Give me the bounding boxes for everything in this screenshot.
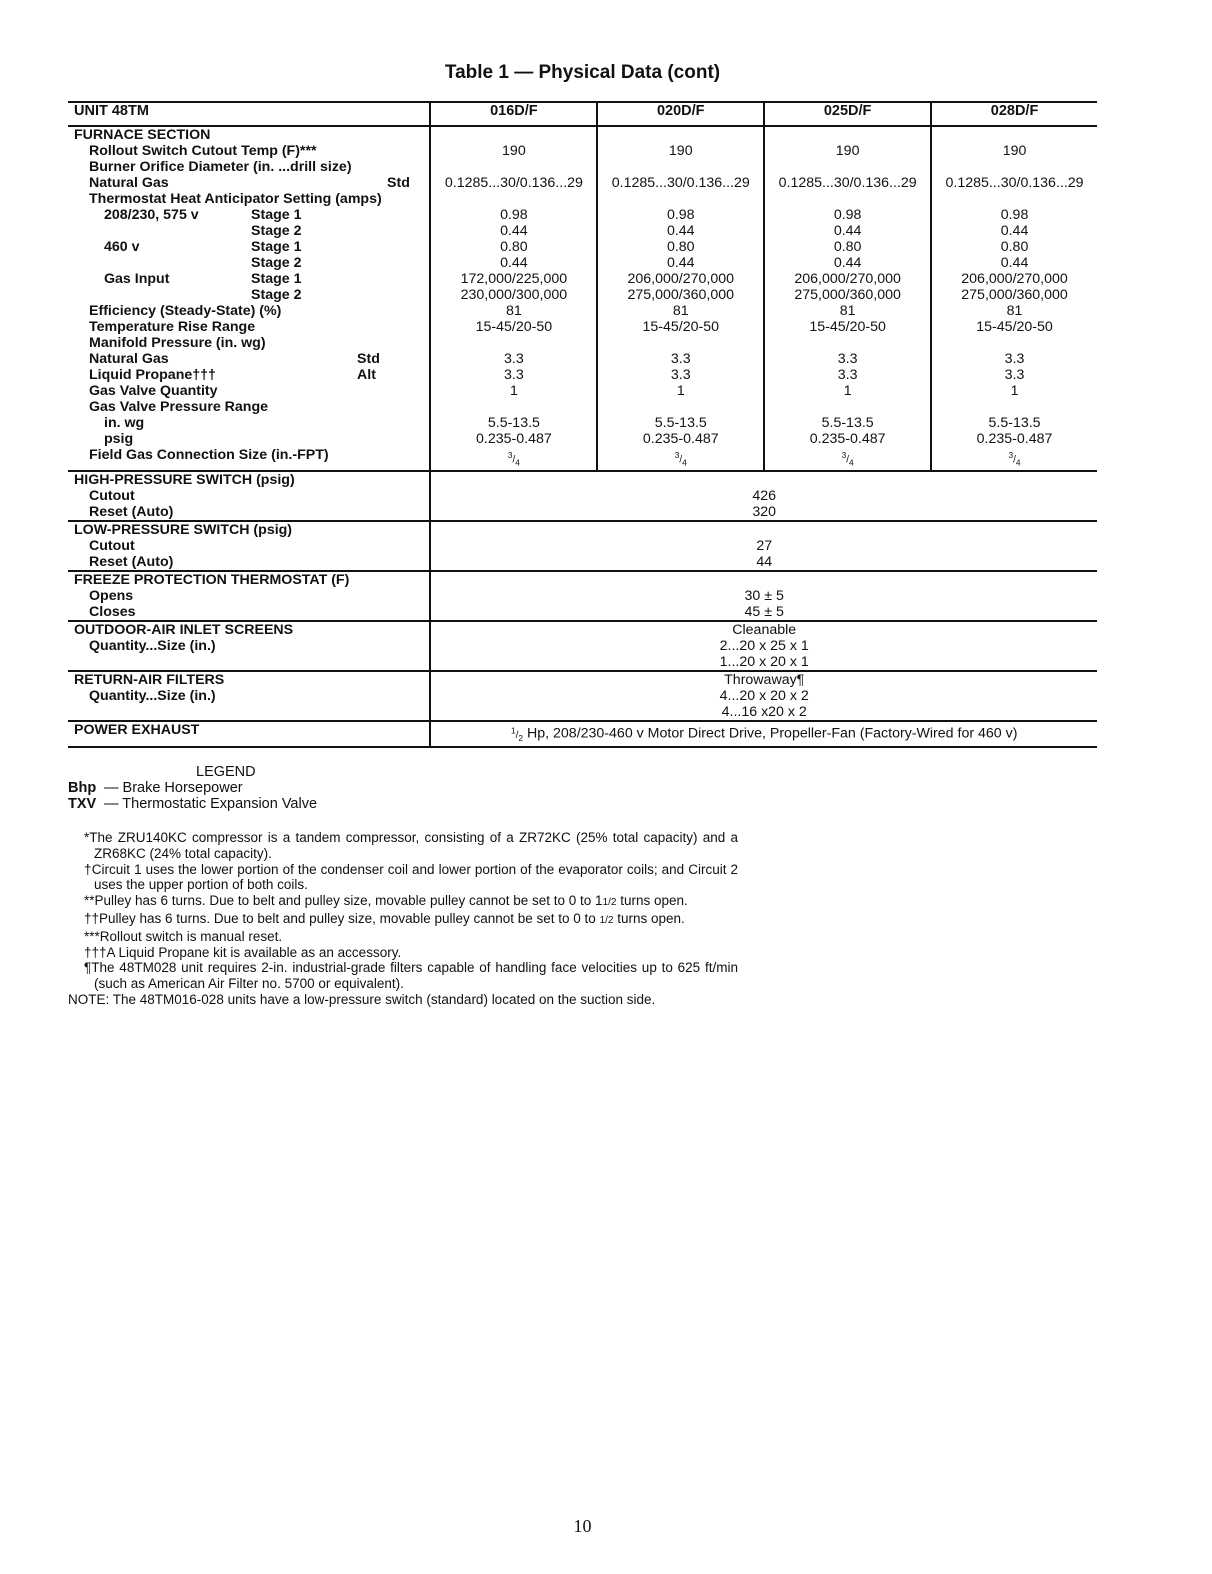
cell: 0.1285...30/0.136...29 (945, 175, 1084, 191)
furnace-section-title: FURNACE SECTION (74, 127, 211, 143)
cell: 3.3 (504, 367, 524, 383)
cell: 0.235-0.487 (809, 431, 886, 447)
cell: 4...16 x20 x 2 (721, 704, 807, 721)
row-label: Closes (89, 604, 136, 621)
row-label (74, 271, 429, 287)
cell-fraction: $^3/_4$ (1008, 450, 1021, 468)
col-header-028: 028D/F (931, 102, 1097, 126)
page-number: 10 (573, 1516, 592, 1536)
cell: 5.5-13.5 (487, 415, 540, 431)
cell: 190 (835, 143, 860, 159)
label-text (104, 287, 251, 303)
cell-fraction: $^3/_4$ (674, 450, 687, 468)
label-stage: Stage 2 (251, 223, 302, 239)
footnotes (68, 830, 738, 1008)
label-text (104, 255, 251, 271)
label-text: Liquid Propane††† (89, 367, 216, 383)
footnote: †††A Liquid Propane kit is available as an accessory. (84, 944, 402, 960)
cell: Cleanable (732, 622, 797, 639)
cell: 206,000/270,000 (961, 271, 1068, 287)
cell: 0.44 (1000, 255, 1029, 271)
cell: 0.44 (666, 223, 695, 239)
section-title: FREEZE PROTECTION THERMOSTAT (F) (74, 572, 350, 589)
row-label: Opens (89, 588, 134, 605)
cell: 5.5-13.5 (988, 415, 1041, 431)
cell: 1 (509, 383, 518, 399)
cell: 30 ± 5 (744, 588, 784, 605)
oai-labels (68, 621, 430, 671)
footnote: *The ZRU140KC compressor is a tandem compressor, consisting of a ZR72KC (25% total capacity) and a ZR68KC (24% total capacity). (84, 830, 738, 861)
cell: 2...20 x 25 x 1 (719, 638, 809, 655)
cell: 0.98 (500, 207, 528, 223)
section-title: LOW-PRESSURE SWITCH (psig) (74, 522, 293, 539)
footnote: †Circuit 1 uses the lower portion of the condenser coil and lower portion of the evaporator coils; and Circuit 2 uses the upper portion of both coils. (84, 861, 738, 893)
label-stage: Stage 1 (251, 207, 302, 223)
col-header-020: 020D/F (597, 102, 764, 126)
freeze-values (430, 571, 1097, 621)
row-label: Efficiency (Steady-State) (%) (89, 303, 282, 319)
row-label: Reset (Auto) (89, 554, 174, 571)
cell: 1 (843, 383, 852, 399)
raf-values (430, 671, 1097, 721)
row-label (74, 367, 429, 383)
row-label: Manifold Pressure (in. wg) (89, 335, 266, 351)
legend-item: Bhp — Brake Horsepower (68, 780, 243, 796)
row-label (74, 255, 429, 271)
cell: 206,000/270,000 (794, 271, 901, 287)
cell: 5.5-13.5 (821, 415, 874, 431)
cell-fraction: $^3/_4$ (841, 450, 854, 468)
cell: 0.80 (666, 239, 695, 255)
label-alt: Alt (357, 367, 376, 383)
cell: 190 (502, 143, 526, 159)
freeze-protection-row (68, 571, 1097, 621)
row-label: Reset (Auto) (89, 504, 174, 521)
unit-header: UNIT 48TM (68, 102, 430, 126)
cell: 0.80 (500, 239, 528, 255)
label-text: Natural Gas (89, 175, 169, 191)
label-stage: Stage 1 (251, 239, 302, 255)
cell: 81 (672, 303, 689, 319)
cell: 275,000/360,000 (961, 287, 1068, 303)
cell: 230,000/300,000 (460, 287, 568, 303)
row-label: Cutout (89, 488, 135, 505)
table-header-row (68, 102, 1097, 126)
label-text (104, 223, 251, 239)
values-025 (764, 126, 931, 471)
section-title: OUTDOOR-AIR INLET SCREENS (74, 622, 294, 639)
label-text: 460 v (104, 239, 140, 255)
label-text: Gas Input (104, 271, 170, 287)
row-label: Rollout Switch Cutout Temp (F)*** (89, 143, 317, 159)
cell: 27 (756, 538, 773, 555)
label-std: Std (357, 351, 380, 367)
return-air-filters-row (68, 671, 1097, 721)
footnote: ††Pulley has 6 turns. Due to belt and pulley size, movable pulley cannot be set to 0 to 1/2 turns open. (84, 910, 685, 926)
physical-data-table (68, 101, 1097, 748)
row-label: Burner Orifice Diameter (in. ...drill size) (89, 159, 352, 175)
cell: 81 (839, 303, 856, 319)
cell: 0.1285...30/0.136...29 (611, 175, 750, 191)
furnace-section-row (68, 126, 1097, 471)
outdoor-air-screens-row (68, 621, 1097, 671)
hps-labels (68, 471, 430, 521)
row-label: Cutout (89, 538, 135, 555)
cell: 45 ± 5 (744, 604, 784, 621)
cell: 0.1285...30/0.136...29 (444, 175, 583, 191)
row-label: Temperature Rise Range (89, 319, 256, 335)
cell: 0.98 (833, 207, 862, 223)
label-stage: Stage 2 (251, 255, 302, 271)
cell: 206,000/270,000 (627, 271, 735, 287)
footnote: **Pulley has 6 turns. Due to belt and pulley size, movable pulley cannot be set to 0 to 11/2 turns open. (84, 893, 688, 909)
page-title: Table 1 — Physical Data (cont) (444, 62, 721, 83)
legend-title: LEGEND (196, 764, 256, 780)
cell: 15-45/20-50 (475, 319, 553, 335)
power-exhaust-row (68, 721, 1097, 746)
cell: 0.98 (666, 207, 695, 223)
cell: 0.80 (1000, 239, 1029, 255)
row-label (74, 175, 429, 191)
cell: 3.3 (1004, 351, 1025, 367)
row-label: Field Gas Connection Size (in.-FPT) (89, 447, 329, 463)
cell: 3.3 (670, 351, 691, 367)
furnace-labels (68, 126, 430, 471)
row-label (74, 207, 429, 223)
freeze-labels (68, 571, 430, 621)
label-stage: Stage 2 (251, 287, 302, 303)
row-label: Gas Valve Pressure Range (89, 399, 269, 415)
cell: 1...20 x 20 x 1 (719, 654, 809, 671)
row-label: psig (104, 431, 134, 447)
footnote: ¶The 48TM028 unit requires 2-in. industrial-grade filters capable of handling face velocities up to 625 ft/min (such as American Air Filter no. 5700 or equivalent). (84, 960, 738, 992)
cell: 5.5-13.5 (654, 415, 707, 431)
row-label: Gas Valve Quantity (89, 383, 218, 399)
cell: 190 (668, 143, 693, 159)
label-text: 208/230, 575 v (104, 207, 199, 223)
label-stage: Stage 1 (251, 271, 302, 287)
col-header-025: 025D/F (764, 102, 931, 126)
col-header-016: 016D/F (430, 102, 597, 126)
cell: 81 (506, 303, 522, 319)
cell: 3.3 (670, 367, 691, 383)
row-label: Quantity...Size (in.) (89, 688, 216, 705)
cell: 0.44 (833, 255, 862, 271)
cell: 0.44 (500, 255, 528, 271)
cell: 15-45/20-50 (642, 319, 720, 335)
cell: 275,000/360,000 (794, 287, 901, 303)
cell: Throwaway¶ (724, 672, 805, 689)
section-title: RETURN-AIR FILTERS (74, 672, 225, 689)
raf-labels (68, 671, 430, 721)
cell: 0.44 (1000, 223, 1029, 239)
cell: 0.235-0.487 (976, 431, 1053, 447)
legend (68, 764, 748, 812)
lps-values (430, 521, 1097, 571)
label-text: Natural Gas (89, 351, 169, 367)
high-pressure-switch-row (68, 471, 1097, 521)
legend-item: TXV — Thermostatic Expansion Valve (68, 796, 318, 812)
pe-labels (68, 721, 430, 746)
cell-fraction: $^3/_4$ (507, 450, 520, 468)
cell: 44 (756, 554, 773, 571)
cell: 426 (752, 488, 777, 505)
section-title: HIGH-PRESSURE SWITCH (psig) (74, 472, 295, 489)
cell: 0.44 (666, 255, 695, 271)
cell: 0.80 (833, 239, 862, 255)
cell: 0.98 (1000, 207, 1029, 223)
cell: 81 (1006, 303, 1023, 319)
cell: 275,000/360,000 (627, 287, 735, 303)
row-label (74, 223, 429, 239)
cell: 15-45/20-50 (809, 319, 886, 335)
row-label (74, 239, 429, 255)
values-020 (597, 126, 764, 471)
row-label: in. wg (104, 415, 145, 431)
cell: $^1/_2$ Hp, 208/230-460 v Motor Direct Drive, Propeller-Fan (Factory-Wired for 460 v) (511, 725, 1018, 743)
low-pressure-switch-row (68, 521, 1097, 571)
cell: 320 (752, 504, 777, 521)
cell: 0.44 (833, 223, 862, 239)
row-label (74, 287, 429, 303)
cell: 0.1285...30/0.136...29 (778, 175, 917, 191)
cell: 4...20 x 20 x 2 (719, 688, 809, 705)
hps-values (430, 471, 1097, 521)
cell: 0.235-0.487 (476, 431, 552, 447)
cell: 3.3 (837, 351, 858, 367)
cell: 3.3 (837, 367, 858, 383)
cell: 3.3 (504, 351, 524, 367)
lps-labels (68, 521, 430, 571)
cell: 3.3 (1004, 367, 1025, 383)
cell: 0.44 (500, 223, 528, 239)
pe-values (430, 721, 1097, 746)
values-016 (430, 126, 597, 471)
cell: 0.235-0.487 (642, 431, 719, 447)
cell: 1 (676, 383, 685, 399)
oai-values (430, 621, 1097, 671)
label-std: Std (387, 175, 410, 191)
cell: 15-45/20-50 (976, 319, 1053, 335)
row-label: Thermostat Heat Anticipator Setting (amps) (89, 191, 382, 207)
row-label: Quantity...Size (in.) (89, 638, 216, 655)
cell: 172,000/225,000 (460, 271, 568, 287)
footnote: ***Rollout switch is manual reset. (84, 928, 283, 944)
section-title: POWER EXHAUST (74, 722, 200, 739)
values-028 (931, 126, 1097, 471)
row-label (74, 351, 429, 367)
note: NOTE: The 48TM016-028 units have a low-pressure switch (standard) located on the suction side. (68, 991, 656, 1007)
cell: 1 (1010, 383, 1019, 399)
cell: 190 (1002, 143, 1027, 159)
